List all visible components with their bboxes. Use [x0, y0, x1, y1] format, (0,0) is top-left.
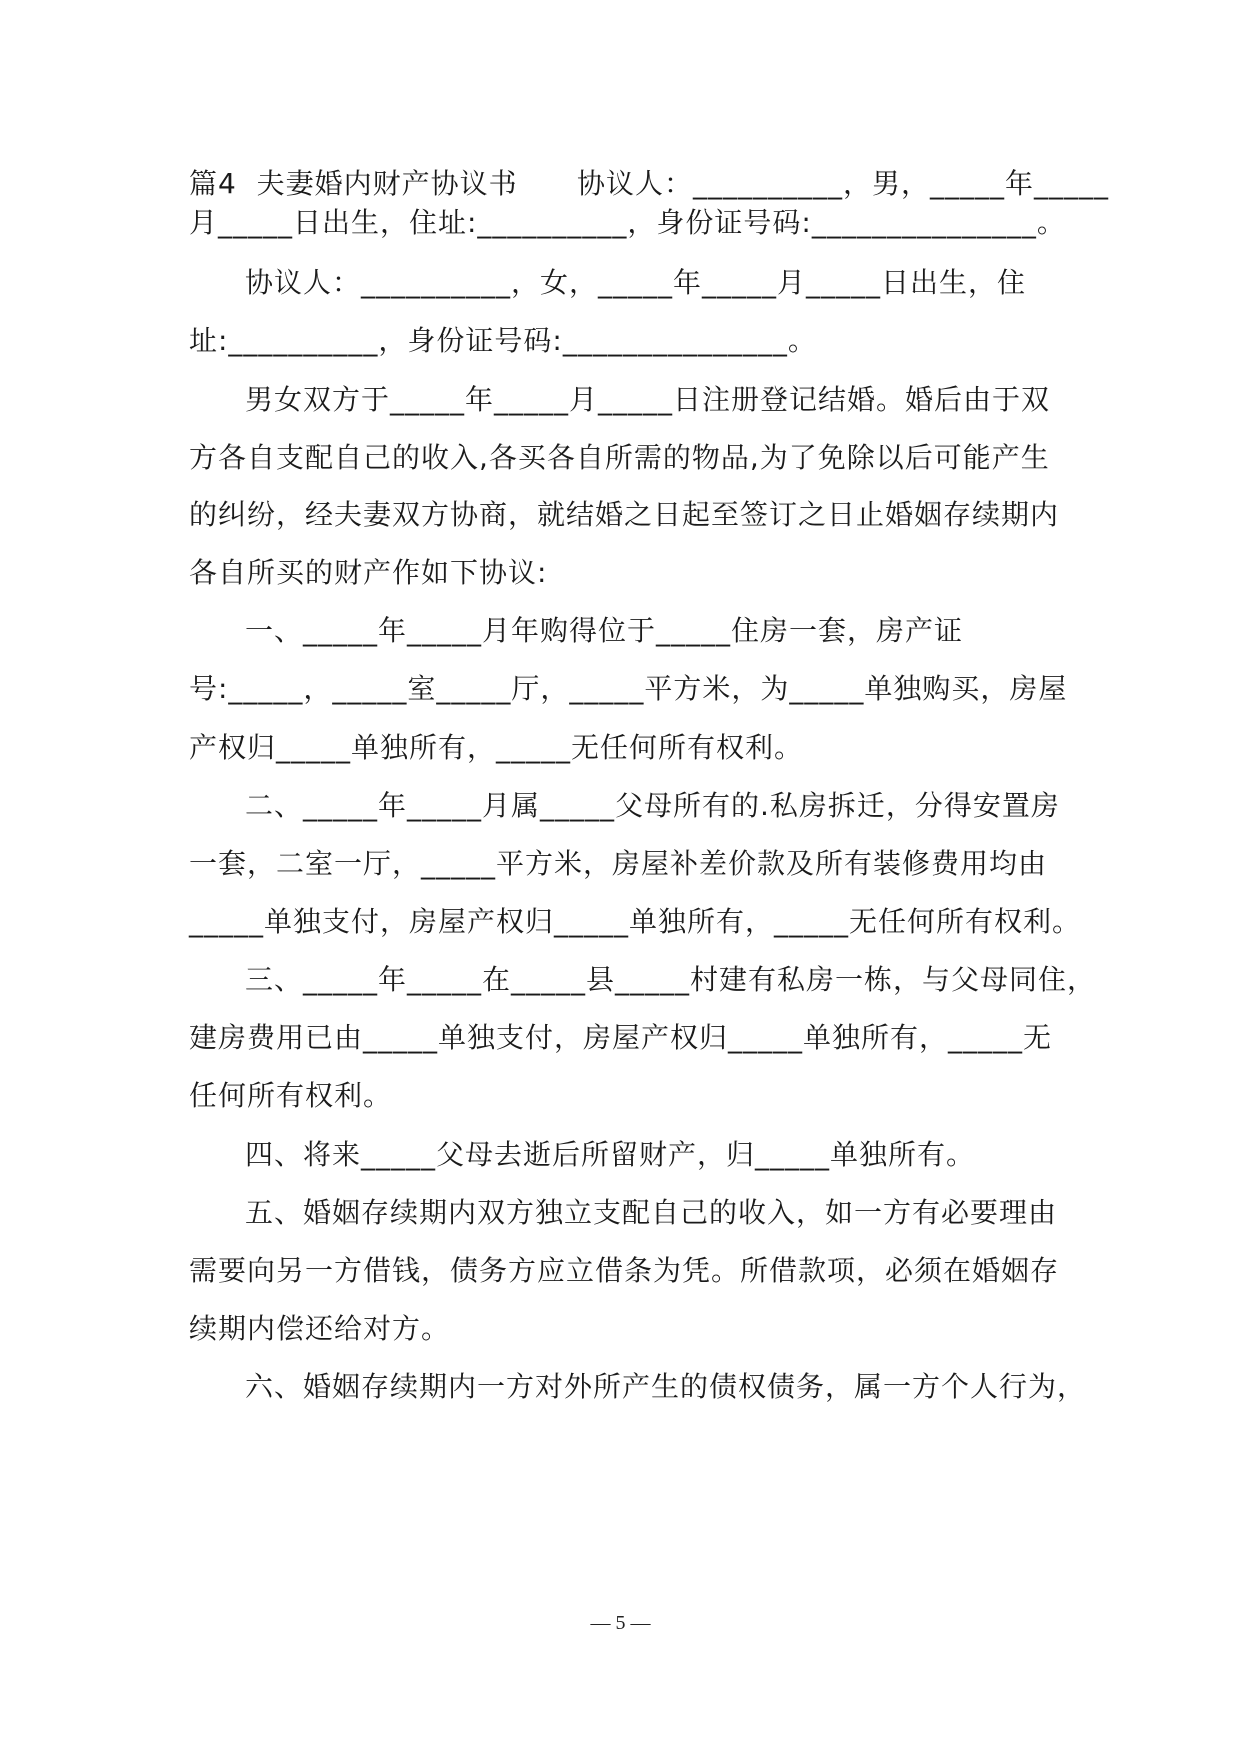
text-line: 的纠纷，经夫妻双方协商，就结婚之日起至签订之日止婚姻存续期内 — [189, 498, 1060, 531]
text-line: 二、_____年_____月属_____父母所有的.私房拆迁，分得安置房 — [245, 789, 1060, 822]
text-line: 号:_____，_____室_____厅，_____平方米，为_____单独购买，房屋 — [189, 672, 1068, 705]
text-line: 男女双方于_____年_____月_____日注册登记结婚。婚后由于双 — [245, 383, 1051, 416]
text-line: 一套，二室一厅，_____平方米，房屋补差价款及所有装修费用均由 — [189, 847, 1048, 880]
text-line: 一、_____年_____月年购得位于_____住房一套，房产证 — [245, 614, 964, 647]
text-line: 方各自支配自己的收入,各买各自所需的物品,为了免除以后可能产生 — [189, 441, 1050, 474]
text-line: 五、婚姻存续期内双方独立支配自己的收入，如一方有必要理由 — [245, 1196, 1058, 1229]
text-line: 需要向另一方借钱，债务方应立借条为凭。所借款项，必须在婚姻存 — [189, 1254, 1060, 1287]
page-number: — 5 — — [590, 1612, 651, 1634]
text-line: 月_____日出生，住址:__________，身份证号码:_______________。 — [189, 206, 1066, 239]
text-line: 三、_____年_____在_____县_____村建有私房一栋，与父母同住， — [245, 963, 1097, 996]
text-line: 建房费用已由_____单独支付，房屋产权归_____单独所有，_____无 — [189, 1021, 1053, 1054]
text-line: 任何所有权利。 — [189, 1079, 393, 1112]
text-line: 协议人：__________，女，_____年_____月_____日出生，住 — [245, 266, 1027, 299]
text-line: 产权归_____单独所有，_____无任何所有权利。 — [189, 731, 804, 764]
text-line: 各自所买的财产作如下协议: — [189, 556, 548, 589]
text-line: 六、婚姻存续期内一方对外所产生的债权债务，属一方个人行为， — [245, 1370, 1087, 1403]
title-line: 篇4 夫妻婚内财产协议书 协议人：__________，男，_____年_____ — [189, 167, 1110, 200]
text-line: 续期内偿还给对方。 — [189, 1312, 451, 1345]
text-line: 址:__________，身份证号码:_______________。 — [189, 324, 817, 357]
text-line: 四、将来_____父母去逝后所留财产，归_____单独所有。 — [245, 1138, 976, 1171]
text-line: _____单独支付，房屋产权归_____单独所有，_____无任何所有权利。 — [189, 905, 1082, 938]
